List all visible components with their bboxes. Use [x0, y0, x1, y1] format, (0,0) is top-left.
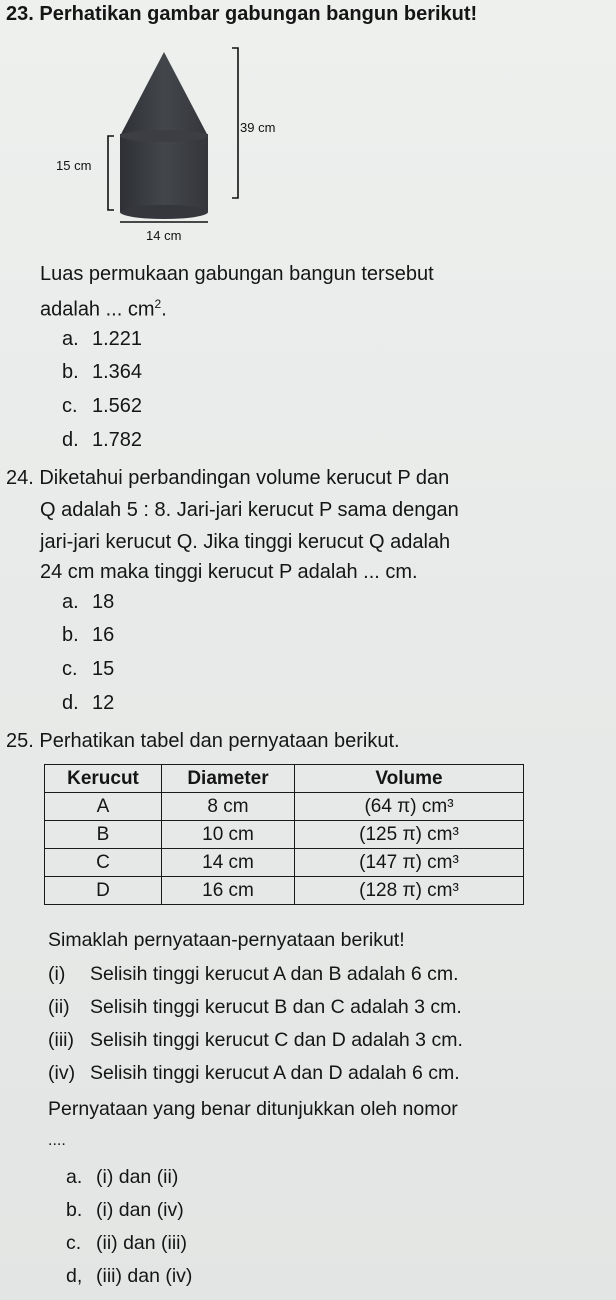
q25-title: 25. Perhatikan tabel dan pernyataan berikut.: [6, 730, 400, 752]
height-bracket-left: [108, 136, 114, 210]
header-kerucut: Kerucut: [45, 765, 162, 793]
q24-option-b[interactable]: b. 16: [62, 624, 115, 646]
q23-option-d[interactable]: d. 1.782: [62, 429, 143, 451]
q24-line2: Q adalah 5 : 8. Jari-jari kerucut P sama dengan: [40, 499, 459, 521]
q23-option-a[interactable]: a. 1.221: [62, 328, 143, 350]
cell-name: A: [45, 793, 162, 821]
cell-diameter: 10 cm: [162, 821, 295, 849]
header-diameter: Diameter: [162, 765, 295, 793]
cell-diameter: 14 cm: [162, 849, 295, 877]
q25-ellipsis: ....: [48, 1132, 66, 1149]
cell-name: C: [45, 849, 162, 877]
table-row: [45, 877, 524, 905]
q25-option-a[interactable]: a. (i) dan (ii): [66, 1166, 179, 1188]
cone-cylinder-figure: [40, 38, 300, 248]
cone-shape: [120, 52, 208, 136]
table-row: [45, 793, 524, 821]
q24-line3: jari-jari kerucut Q. Jika tinggi kerucut Q adalah: [40, 531, 451, 553]
cylinder-height-label: 15 cm: [56, 158, 92, 173]
height-bracket-right: [232, 48, 238, 198]
q23-option-b[interactable]: b. 1.364: [62, 361, 143, 383]
q23-title: 23. Perhatikan gambar gabungan bangun berikut!: [6, 3, 478, 25]
table-row: [45, 821, 524, 849]
cell-diameter: 8 cm: [162, 793, 295, 821]
cell-volume: (64 π) cm³: [295, 793, 524, 821]
q24-line4: 24 cm maka tinggi kerucut P adalah ... cm.: [40, 561, 418, 583]
q24-option-d[interactable]: d. 12: [62, 692, 115, 714]
q23-text-line1: Luas permukaan gabungan bangun tersebut: [40, 263, 434, 285]
cell-diameter: 16 cm: [162, 877, 295, 905]
q24-option-a[interactable]: a. 18: [62, 591, 115, 613]
q24-option-c[interactable]: c. 15: [62, 658, 115, 680]
q24-line1: 24. Diketahui perbandingan volume kerucut P dan: [6, 467, 450, 489]
q25-option-d[interactable]: d, (iii) dan (iv): [66, 1265, 193, 1287]
cell-name: B: [45, 821, 162, 849]
header-volume: Volume: [295, 765, 524, 793]
table-row: [45, 849, 524, 877]
diameter-label: 14 cm: [146, 228, 182, 243]
q23-option-c[interactable]: c. 1.562: [62, 395, 143, 417]
cell-volume: (147 π) cm³: [295, 849, 524, 877]
slant-label: 39 cm: [240, 120, 276, 135]
q23-text-line2: adalah ... $cm^2$.: [40, 297, 167, 321]
cell-volume: (125 π) cm³: [295, 821, 524, 849]
q25-prompt: Pernyataan yang benar ditunjukkan oleh nomor: [48, 1098, 458, 1120]
statement-iii: (iii) Selisih tinggi kerucut C dan D adalah 3 cm.: [48, 1029, 463, 1051]
table-header-row: [45, 765, 524, 793]
statement-ii: (ii) Selisih tinggi kerucut B dan C adalah 3 cm.: [48, 996, 462, 1018]
cone-table: [44, 764, 524, 905]
statement-i: (i) Selisih tinggi kerucut A dan B adalah 6 cm.: [48, 963, 459, 985]
cylinder-shape: [120, 134, 208, 212]
cell-name: D: [45, 877, 162, 905]
q25-option-c[interactable]: c. (ii) dan (iii): [66, 1232, 188, 1254]
q25-after-table: Simaklah pernyataan-pernyataan berikut!: [48, 929, 405, 951]
cell-volume: (128 π) cm³: [295, 877, 524, 905]
q25-option-b[interactable]: b. (i) dan (iv): [66, 1199, 184, 1221]
statement-iv: (iv) Selisih tinggi kerucut A dan D adalah 6 cm.: [48, 1062, 460, 1084]
